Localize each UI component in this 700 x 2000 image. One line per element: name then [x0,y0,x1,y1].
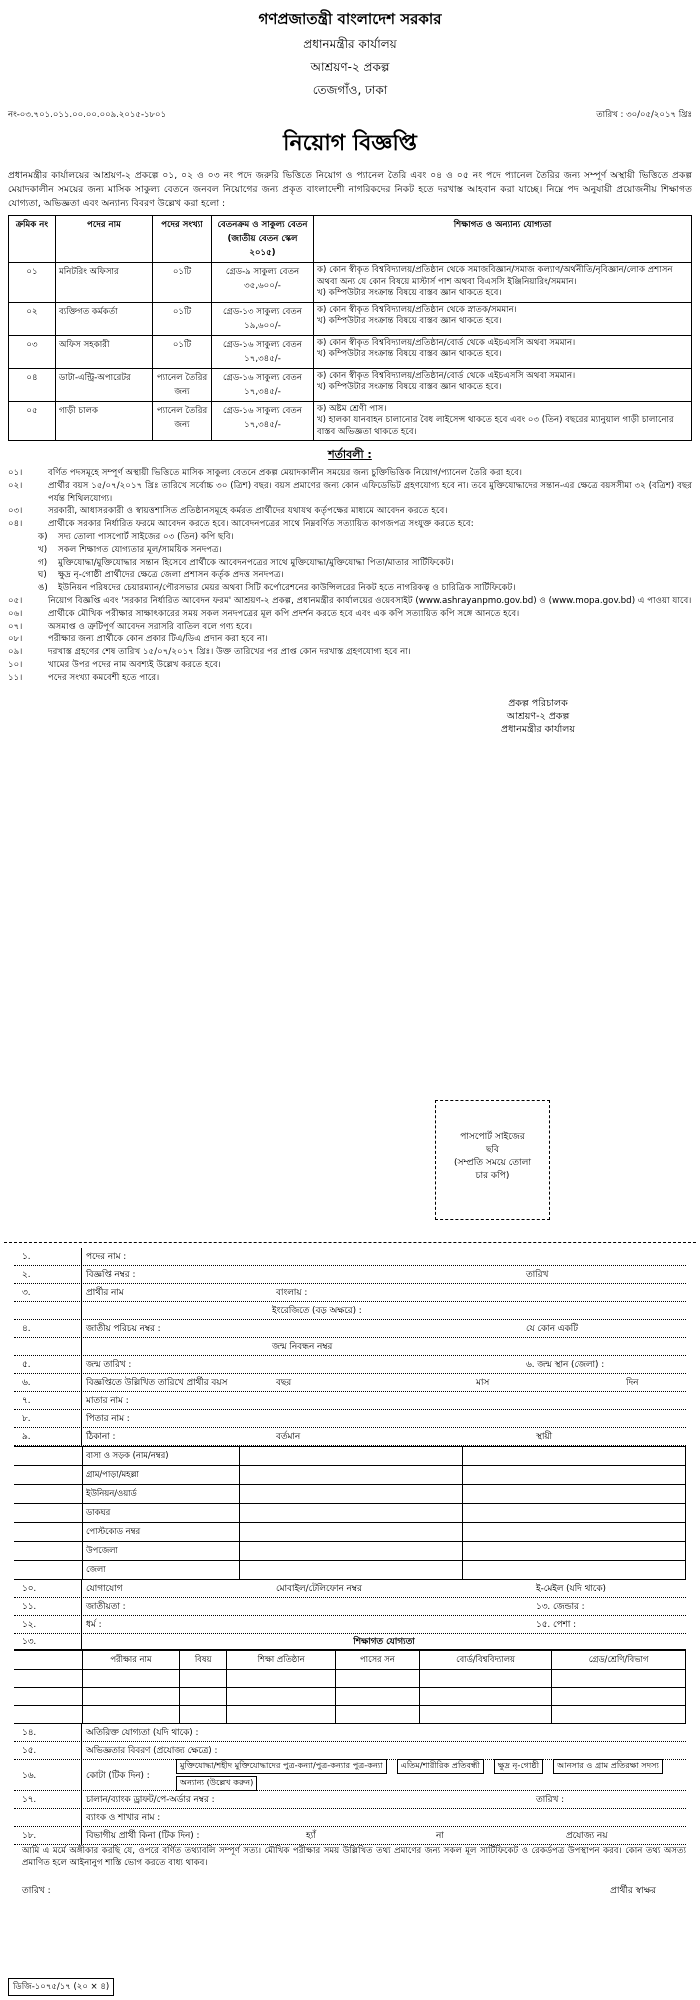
signatory-office: প্রধানমন্ত্রীর কার্যালয় [501,723,575,735]
present-address-input[interactable] [240,1485,463,1504]
condition-item [8,633,692,646]
attachment-text: ক্ষুদ্র নৃ-গোষ্ঠী প্রার্থীদের ক্ষেত্রে জেলা প্রশাসন কর্তৃক প্রদত্ত সনদপত্র। [58,570,284,581]
field-extra-label: যে কোন একটি [526,1324,578,1334]
attachment-letter: ঘ) [38,570,47,581]
form-row [14,1338,686,1356]
education-cell[interactable] [83,1688,180,1706]
row-number: ১৮. [14,1827,82,1844]
education-cell[interactable] [552,1688,686,1706]
address-label: পোস্টকোড নম্বর [83,1523,240,1542]
present-address-input[interactable] [240,1447,463,1466]
condition-text: অসমাপ্ত ও ত্রুটিপূর্ণ আবেদন সরাসরি বাতিল বলে গণ্য হবে। [48,621,253,632]
field-label: পিতার নাম : [86,1414,130,1424]
education-cell[interactable] [335,1706,419,1724]
field-column-label: ই-মেইল (যদি থাকে) [536,1584,606,1594]
education-header: বিষয় [179,1651,226,1670]
attachment-item [8,557,692,570]
qualification-cell [314,302,692,335]
address-label: বাসা ও সড়ক (নাম/নম্বর) [83,1447,240,1466]
address-row [14,1542,686,1561]
condition-item [8,646,692,659]
row-number: ১৪. [14,1724,82,1741]
present-address-input[interactable] [240,1466,463,1485]
signatory-project: আশ্রয়ণ-২ প্রকল্প [506,710,570,722]
education-cell[interactable] [419,1706,551,1724]
education-header: শিক্ষা প্রতিষ্ঠান [227,1651,336,1670]
condition-number: ০১। [8,468,23,478]
field-column-label: বর্তমান [276,1432,301,1442]
quota-row [14,1760,686,1791]
condition-number: ০৫। [8,595,23,606]
education-cell[interactable] [179,1688,226,1706]
condition-item [8,518,692,531]
address-spacer [14,1466,83,1485]
reference-row [8,108,692,122]
row-number: ১৬. [14,1760,82,1790]
condition-text: প্রার্থীর বয়স ১৫/০৭/২০১৭ খ্রিঃ তারিখে সর্বোচ্চ ৩০ (ত্রিশ) বছর। বয়স প্রমাণের জন্য কোন এফিডেভিট গ্রহণযোগ্য হবে না। তবে মুক্তিযোদ্ধাদের সন্তান-এর ক্ষেত্রে বয়সসীমা ৩২ (বত্রিশ) বছর পর্যন্ত শিথিলযোগ্য। [48,480,692,504]
form-row [14,1356,686,1374]
qualification-item: খ) হালকা যানবাহন চালানোর বৈধ লাইসেন্স থাকতে হবে এবং ০৩ (তিন) বছরের ম্যানুয়াল গাড়ী চালানোর বাস্তব অভিজ্ঞতা থাকতে হবে। [317,415,674,437]
departmental-yes-option[interactable]: হ্যাঁ [306,1831,316,1841]
education-row [14,1706,686,1724]
post-name-cell: ব্যক্তিগত কর্মকর্তা [56,302,153,335]
row-number: ৪. [14,1320,82,1337]
field-label: ধর্ম : [86,1620,102,1630]
declaration: আমি এ মর্মে অঙ্গীকার করছি যে, ওপরে বর্ণিত তথ্যাবলি সম্পূর্ণ সত্য। মৌখিক পরীক্ষার সময় উল্লিখিত তথ্য প্রমাণের জন্য সকল মূল সার্টিফিকেট ও রেকর্ডপত্র উপস্থাপন করব। কোন তথ্য অসত্য প্রমাণিত হলে আইনানুগ শাস্তি ভোগ করতে বাধ্য থাকব। [22,1846,686,1868]
row-number: ১৩. [14,1634,82,1649]
education-cell[interactable] [83,1670,180,1688]
attachment-item [8,569,692,582]
condition-number: ০৯। [8,647,23,658]
form-row [14,1724,686,1742]
conditions-title: শর্তাবলী : [328,448,372,461]
col-qualification: শিক্ষাগত ও অন্যান্য যোগ্যতা [314,216,692,263]
education-header: পাসের সন [335,1651,419,1670]
condition-number: ১১। [8,672,23,683]
form-row [14,1428,686,1446]
present-address-input[interactable] [240,1523,463,1542]
col-pay-scale: বেতনক্রম ও সাকুল্য বেতন (জাতীয় বেতন স্কেল ২০১৫) [212,216,314,263]
permanent-address-input[interactable] [463,1561,686,1580]
bank-branch-label: ব্যাংক ও শাখার নাম : [86,1813,161,1823]
education-header-row [14,1651,686,1670]
row-number: ১৫. [14,1742,82,1759]
permanent-address-input[interactable] [463,1504,686,1523]
condition-text: খামের উপর পদের নাম অবশ্যই উল্লেখ করতে হবে। [48,659,221,670]
attachment-letter: খ) [38,544,48,555]
office-name: প্রধানমন্ত্রীর কার্যালয় [303,37,397,51]
field-label: জাতীয় পরিচয় নম্বর : [86,1324,161,1334]
col-serial: ক্রমিক নং [9,216,56,263]
quota-option[interactable]: অন্যান্য (উল্লেখ করুন) [176,1776,257,1791]
field-sub-label: বাংলায় : [276,1288,308,1298]
serial-cell: ০৩ [9,335,56,368]
attachment-text: সকল শিক্ষাগত যোগ্যতার মূল/সাময়িক সনদপত্র। [58,544,222,555]
condition-item [8,621,692,634]
education-table [14,1650,686,1724]
quota-label: কোটা (টিক দিন) : [86,1770,150,1781]
project-name: আশ্রয়ণ-২ প্রকল্প [310,60,390,74]
qualification-cell [314,335,692,368]
permanent-address-input[interactable] [463,1523,686,1542]
form-row [14,1580,686,1598]
condition-item [8,467,692,480]
condition-number: ১০। [8,659,23,670]
address-spacer [14,1542,83,1561]
permanent-address-input[interactable] [463,1466,686,1485]
pay-scale-cell: গ্রেড-১৩ সাকুল্য বেতন ১৯,৬০০/- [212,302,314,335]
condition-text: প্রার্থীকে মৌখিক পরীক্ষার সাক্ষাৎকারের সময় সকল সনদপত্রের মূল কপি প্রদর্শন করতে হবে এবং এক কপি সত্যায়িত কপি সঙ্গে আনতে হবে। [48,608,520,619]
condition-text: বর্ণিত পদসমূহে সম্পূর্ণ অস্থায়ী ভিত্তিতে মাসিক সাকুল্য বেতনে প্রকল্প মেয়াদকালীন সময়ের জন্য চুক্তিভিত্তিক নিয়োগ/প্যানেল তৈরি করা হবে। [48,468,523,478]
row-number: ৩. [14,1284,82,1301]
attachment-text: মুক্তিযোদ্ধা/মুক্তিযোদ্ধার সন্তান হিসেবে প্রার্থীকে আবেদনপত্রের সাথে মুক্তিযোদ্ধা/মুক্তিযোদ্ধা পিতা/মাতার সার্টিফিকেট। [58,557,454,568]
condition-item [8,659,692,672]
qualification-cell [314,263,692,303]
field-label: অতিরিক্ত যোগ্যতা (যদি থাকে) : [86,1728,199,1738]
condition-item [8,672,692,685]
address-spacer [14,1504,83,1523]
departmental-row [14,1827,686,1845]
post-name-cell: গাড়ী চালক [56,401,153,441]
education-cell[interactable] [552,1670,686,1688]
condition-number: ০৩। [8,506,23,517]
row-number: ৭. [14,1392,82,1409]
row-number: ৬. [14,1374,82,1391]
condition-item [8,505,692,518]
education-spacer [14,1706,83,1724]
header [8,8,692,102]
address-label: ডাকঘর [83,1504,240,1523]
form-row [14,1248,686,1266]
pay-scale-cell: গ্রেড-৯ সাকুল্য বেতন ৩৫,৬০০/- [212,263,314,303]
cut-line [4,1242,696,1243]
education-header: বোর্ড/বিশ্ববিদ্যালয় [419,1651,551,1670]
qualification-item: ক) কোন স্বীকৃত বিশ্ববিদ্যালয়/প্রতিষ্ঠান/বোর্ড থেকে এইচএসসি অথবা সমমান। [317,370,576,381]
date-label: তারিখ : [22,1886,51,1896]
signature-block [438,697,638,736]
row-number: ২. [14,1266,82,1283]
education-title-row [14,1634,686,1650]
field-sub-label: ইংরেজিতে (বড় অক্ষরে) : [272,1306,362,1316]
field-column-label: ১৫. পেশা : [536,1620,577,1630]
education-spacer [14,1651,83,1670]
attachment-item [8,544,692,557]
address-row [14,1447,686,1466]
bank-row [14,1791,686,1809]
post-count-cell: ০১টি [153,302,212,335]
attachment-letter: গ) [38,557,48,568]
qualification-item: খ) কম্পিউটার সংক্রান্ত বিষয়ে বাস্তব জ্ঞান থাকতে হবে। [317,382,502,392]
pay-scale-cell: গ্রেড-১৬ সাকুল্য বেতন ১৭,৩৪৫/- [212,335,314,368]
bank-row-2 [14,1809,686,1827]
post-name-cell: অফিস সহকারী [56,335,153,368]
bank-date-label: তারিখ : [536,1795,565,1805]
education-row [14,1670,686,1688]
qualification-cell [314,368,692,401]
post-count-cell: ০১টি [153,335,212,368]
education-header: গ্রেড/শ্রেণি/বিভাগ [552,1651,686,1670]
condition-number: ০৭। [8,621,23,632]
education-spacer [14,1670,83,1688]
row-number-empty [14,1809,82,1826]
condition-item [8,595,692,608]
post-count-cell: ০১টি [153,263,212,303]
permanent-address-input[interactable] [463,1447,686,1466]
education-cell[interactable] [419,1670,551,1688]
serial-cell: ০৫ [9,401,56,441]
field-label: অভিজ্ঞতার বিবরণ (প্রযোজ্য ক্ষেত্রে) : [86,1746,218,1756]
form-row [14,1284,686,1302]
condition-text: প্রার্থীকে সরকার নির্ধারিত ফরমে আবেদন করতে হবে। আবেদনপত্রের সাথে নিম্নবর্ণিত সত্যায়িত কাগজপত্র সংযুক্ত করতে হবে: [48,519,474,530]
table-row [9,335,692,368]
conditions-list [8,467,692,685]
address-row [14,1561,686,1580]
table-row [9,263,692,303]
field-sub-label: জন্ম নিবন্ধন নম্বর [272,1342,333,1352]
table-row [9,302,692,335]
present-address-input[interactable] [240,1561,463,1580]
present-address-input[interactable] [240,1542,463,1561]
field-column-label: ১৩. জেন্ডার : [536,1602,585,1612]
education-cell[interactable] [83,1706,180,1724]
permanent-address-input[interactable] [463,1485,686,1504]
qualification-item: ক) কোন স্বীকৃত বিশ্ববিদ্যালয়/প্রতিষ্ঠান/বোর্ড থেকে এইচএসসি অথবা সমমান। [317,337,576,348]
condition-text: দরখাস্ত গ্রহণের শেষ তারিখ ১৫/০৭/২০১৭ খ্রিঃ। উক্ত তারিখের পর প্রাপ্ত কোন দরখাস্ত গ্রহণযোগ্য হবে না। [48,647,411,658]
attachment-text: ইউনিয়ন পরিষদের চেয়ারম্যান/পৌরসভার মেয়র অথবা সিটি কর্পোরেশনের কাউন্সিলরের নিকট হতে নাগরিকত্ব ও চারিত্রিক সার্টিফিকেট। [58,583,516,594]
attachment-item [8,531,692,544]
field-column-label: বছর [276,1378,292,1388]
post-count-cell: প্যানেল তৈরির জন্য [153,368,212,401]
address-spacer [14,1485,83,1504]
field-label: প্রার্থীর নাম [86,1288,124,1298]
education-cell[interactable] [552,1706,686,1724]
application-form [14,1248,686,1898]
intro-paragraph: প্রধানমন্ত্রীর কার্যালয়ের আশ্রয়ণ-২ প্রকল্পে ০১, ০২ ও ০৩ নং পদে জরুরি ভিত্তিতে নিয়োগ ও প্যানেল তৈরি এবং ০৪ ও ০৫ নং পদে প্যানেল তৈরির জন্য সম্পূর্ণ অস্থায়ী ভিত্তিতে প্রকল্প মেয়াদকালীন সময়ের জন্য মাসিক সাকুল্য বেতনে জনবল নিয়োগের জন্য প্রকৃত বাংলাদেশী নাগরিকদের নিকট হতে দরখাস্ত আহবান করা যাচ্ছে। নিম্নে পদ অনুযায়ী প্রয়োজনীয় শিক্ষাগত যোগ্যতা, অভিজ্ঞতা এবং অন্যান্য বিবরণ উল্লেখ করা হলো : [8,170,692,209]
education-header: পরীক্ষার নাম [83,1651,180,1670]
serial-cell: ০৪ [9,368,56,401]
photo-label-4: চার কপি) [475,1171,510,1181]
row-number: ৮. [14,1410,82,1427]
field-extra-label: ৬. জন্ম স্থান (জেলা) : [526,1360,605,1370]
address-spacer [14,1447,83,1466]
photo-label-3: (সম্প্রতি সময়ে তোলা [454,1158,531,1168]
education-cell[interactable] [335,1688,419,1706]
pay-scale-cell: গ্রেড-১৬ সাকুল্য বেতন ১৭,৩৪৫/- [212,368,314,401]
row-number: ১২. [14,1616,82,1633]
education-cell[interactable] [227,1670,336,1688]
qualification-item: ক) কোন স্বীকৃত বিশ্ববিদ্যালয়/প্রতিষ্ঠান থেকে সমাজবিজ্ঞান/সমাজ কল্যাণ/অর্থনীতি/নৃবিজ্ঞান/লোক প্রশাসন অথবা অন্য যে কোন বিষয়ে মাস্টার্স পাশ অথবা বিএসসি ইঞ্জিনিয়ারিং/সমমান। [317,265,673,287]
attachment-letter: ক) [38,531,48,542]
form-row [14,1302,686,1320]
attachment-text: সদ্য তোলা পাসপোর্ট সাইজের ০৩ (তিন) কপি ছবি। [58,531,234,542]
quota-option[interactable]: এতিম/শারীরিক প্রতিবন্ধী [397,1759,484,1774]
address-label: জেলা [83,1561,240,1580]
address-row [14,1504,686,1523]
address-row [14,1523,686,1542]
row-number: ৯. [14,1428,82,1445]
field-label: ঠিকানা : [86,1432,116,1442]
row-number: ১১. [14,1598,82,1615]
condition-text: পরীক্ষার জন্য প্রার্থীকে কোন প্রকার টিএ/ডিএ প্রদান করা হবে না। [48,634,268,645]
row-number: ১. [14,1248,82,1265]
applicant-signature-label: প্রার্থীর স্বাক্ষর [610,1886,656,1896]
memo-number: নং-০৩.৭০১.০১১.০০.০০.০০৯.২০১৫-১৮০১ [8,110,167,120]
condition-number: ০৬। [8,608,23,619]
form-row [14,1374,686,1392]
address-label: উপজেলা [83,1542,240,1561]
field-label: বিজ্ঞপ্তি নম্বর : [86,1270,136,1280]
address-row [14,1485,686,1504]
form-row [14,1616,686,1634]
condition-text: সরকারী, আধাসরকারী ও স্বায়ত্তশাসিত প্রতিষ্ঠানসমূহে কর্মরত প্রার্থীদের যথাযথ কর্তৃপক্ষের মাধ্যমে আবেদন করতে হবে। [48,506,448,517]
condition-item [8,608,692,621]
serial-cell: ০২ [9,302,56,335]
attachment-item [8,582,692,595]
condition-item [8,480,692,506]
condition-number: ০৪। [8,519,23,530]
row-number-empty [14,1338,82,1355]
quota-option[interactable]: মুক্তিযোদ্ধা/শহীদ মুক্তিযোদ্ধাদের পুত্র-কন্যা/পুত্র-কন্যার পুত্র-কন্যা [176,1759,387,1774]
form-row [14,1598,686,1616]
circular-date: তারিখ : ৩০/০৫/২০১৭ খ্রিঃ [596,110,692,120]
bank-draft-label: চালান/ব্যাংক ড্রাফট/পে-অর্ডার নম্বর : [86,1795,215,1805]
condition-number: ০৮। [8,634,23,645]
footer-code: ডিজি-১০৭৫/১৭ (২০ × ৪) [8,1978,114,1996]
education-row [14,1688,686,1706]
qualification-cell [314,401,692,441]
address-row [14,1466,686,1485]
field-label: জন্ম তারিখ : [86,1360,132,1370]
quota-option[interactable]: আনসার ও গ্রাম প্রতিরক্ষা সদস্য [553,1759,663,1774]
address-block [14,1446,686,1580]
field-label: পদের নাম : [86,1252,127,1262]
table-row [9,401,692,441]
qualification-item: খ) কম্পিউটার সংক্রান্ত বিষয়ে বাস্তব জ্ঞান থাকতে হবে। [317,349,502,359]
quota-option[interactable]: ক্ষুদ্র নৃ-গোষ্ঠী [494,1759,543,1774]
address-grid [14,1446,686,1580]
education-title: শিক্ষাগত যোগ্যতা [353,1637,415,1647]
field-column-label: মাস [476,1378,490,1388]
qualification-item: খ) কম্পিউটার সংক্রান্ত বিষয়ে বাস্তব জ্ঞান থাকতে হবে। [317,288,502,298]
field-label: বিজ্ঞপ্তিতে উল্লিখিত তারিখে প্রার্থীর বয়স [86,1378,228,1388]
form-row [14,1266,686,1284]
condition-text: পদের সংখ্যা কমবেশী হতে পারে। [48,672,160,683]
address-spacer [14,1523,83,1542]
address-label: গ্রাম/পাড়া/মহল্লা [83,1466,240,1485]
row-number: ৫. [14,1356,82,1373]
photo-label-1: পাসপোর্ট সাইজের [460,1132,525,1142]
row-number-empty [14,1302,82,1319]
serial-cell: ০১ [9,263,56,303]
address-spacer [14,1561,83,1580]
col-post-count: পদের সংখ্যা [153,216,212,263]
field-label: মাতার নাম : [86,1396,129,1406]
departmental-label: বিভাগীয় প্রার্থী কিনা (টিক দিন) : [86,1831,200,1841]
education-cell[interactable] [179,1670,226,1688]
col-post-name: পদের নাম [56,216,153,263]
present-address-input[interactable] [240,1504,463,1523]
post-name-cell: ডাটা-এন্ট্রি-অপারেটর [56,368,153,401]
attachment-letter: ঙ) [38,583,48,594]
departmental-na-option[interactable]: প্রযোজ্য নয় [566,1831,608,1841]
qualification-item: ক) অষ্টম শ্রেণী পাস। [317,403,387,414]
row-number: ১০. [14,1580,82,1597]
signature-line [14,1883,686,1898]
permanent-address-input[interactable] [463,1542,686,1561]
qualification-item: ক) কোন স্বীকৃত বিশ্ববিদ্যালয়/প্রতিষ্ঠান থেকে স্নাতক/সমমান। [317,304,517,315]
photo-label-2: ছবি [485,1145,500,1155]
form-row [14,1410,686,1428]
condition-number: ০২। [8,480,23,491]
field-extra-label: তারিখ [526,1270,549,1280]
education-cell[interactable] [227,1688,336,1706]
education-spacer [14,1688,83,1706]
field-column-label: স্থায়ী [536,1432,553,1442]
address-label: ইউনিয়ন/ওয়ার্ড [83,1485,240,1504]
education-cell[interactable] [335,1670,419,1688]
qualification-item: খ) কম্পিউটার সংক্রান্ত বিষয়ে বাস্তব জ্ঞান থাকতে হবে। [317,316,502,326]
education-cell[interactable] [227,1706,336,1724]
posts-table [8,215,692,441]
education-cell[interactable] [419,1688,551,1706]
post-count-cell: প্যানেল তৈরির জন্য [153,401,212,441]
pay-scale-cell: গ্রেড-১৬ সাকুল্য বেতন ১৭,৩৪৫/- [212,401,314,441]
education-cell[interactable] [179,1706,226,1724]
field-label: জাতীয়তা : [86,1602,126,1612]
signatory-title: প্রকল্প পরিচালক [508,697,568,709]
post-name-cell: মনিটরিং অফিসার [56,263,153,303]
form-row [14,1320,686,1338]
govt-name: গণপ্রজাতন্ত্রী বাংলাদেশ সরকার [258,10,442,28]
field-label: যোগাযোগ [86,1584,123,1594]
page-title: নিয়োগ বিজ্ঞপ্তি [283,131,417,156]
form-row [14,1392,686,1410]
field-column-label: মোবাইল/টেলিফোন নম্বর [276,1584,362,1594]
field-column-label: দিন [626,1378,639,1388]
row-number: ১৭. [14,1791,82,1808]
departmental-no-option[interactable]: না [436,1831,444,1841]
table-row [9,368,692,401]
location: তেজগাঁও, ঢাকা [312,83,388,97]
photo-box [435,1100,550,1220]
form-row [14,1742,686,1760]
condition-text: নিয়োগ বিজ্ঞপ্তি এবং 'সরকার নির্ধারিত আবেদন ফরম' আশ্রয়ণ-২ প্রকল্প, প্রধানমন্ত্রীর কার্যালয়ের ওয়েবসাইট (www.ashrayanpmo.gov.bd) ও (www.mopa.gov.bd) এ পাওয়া যাবে। [48,595,692,606]
